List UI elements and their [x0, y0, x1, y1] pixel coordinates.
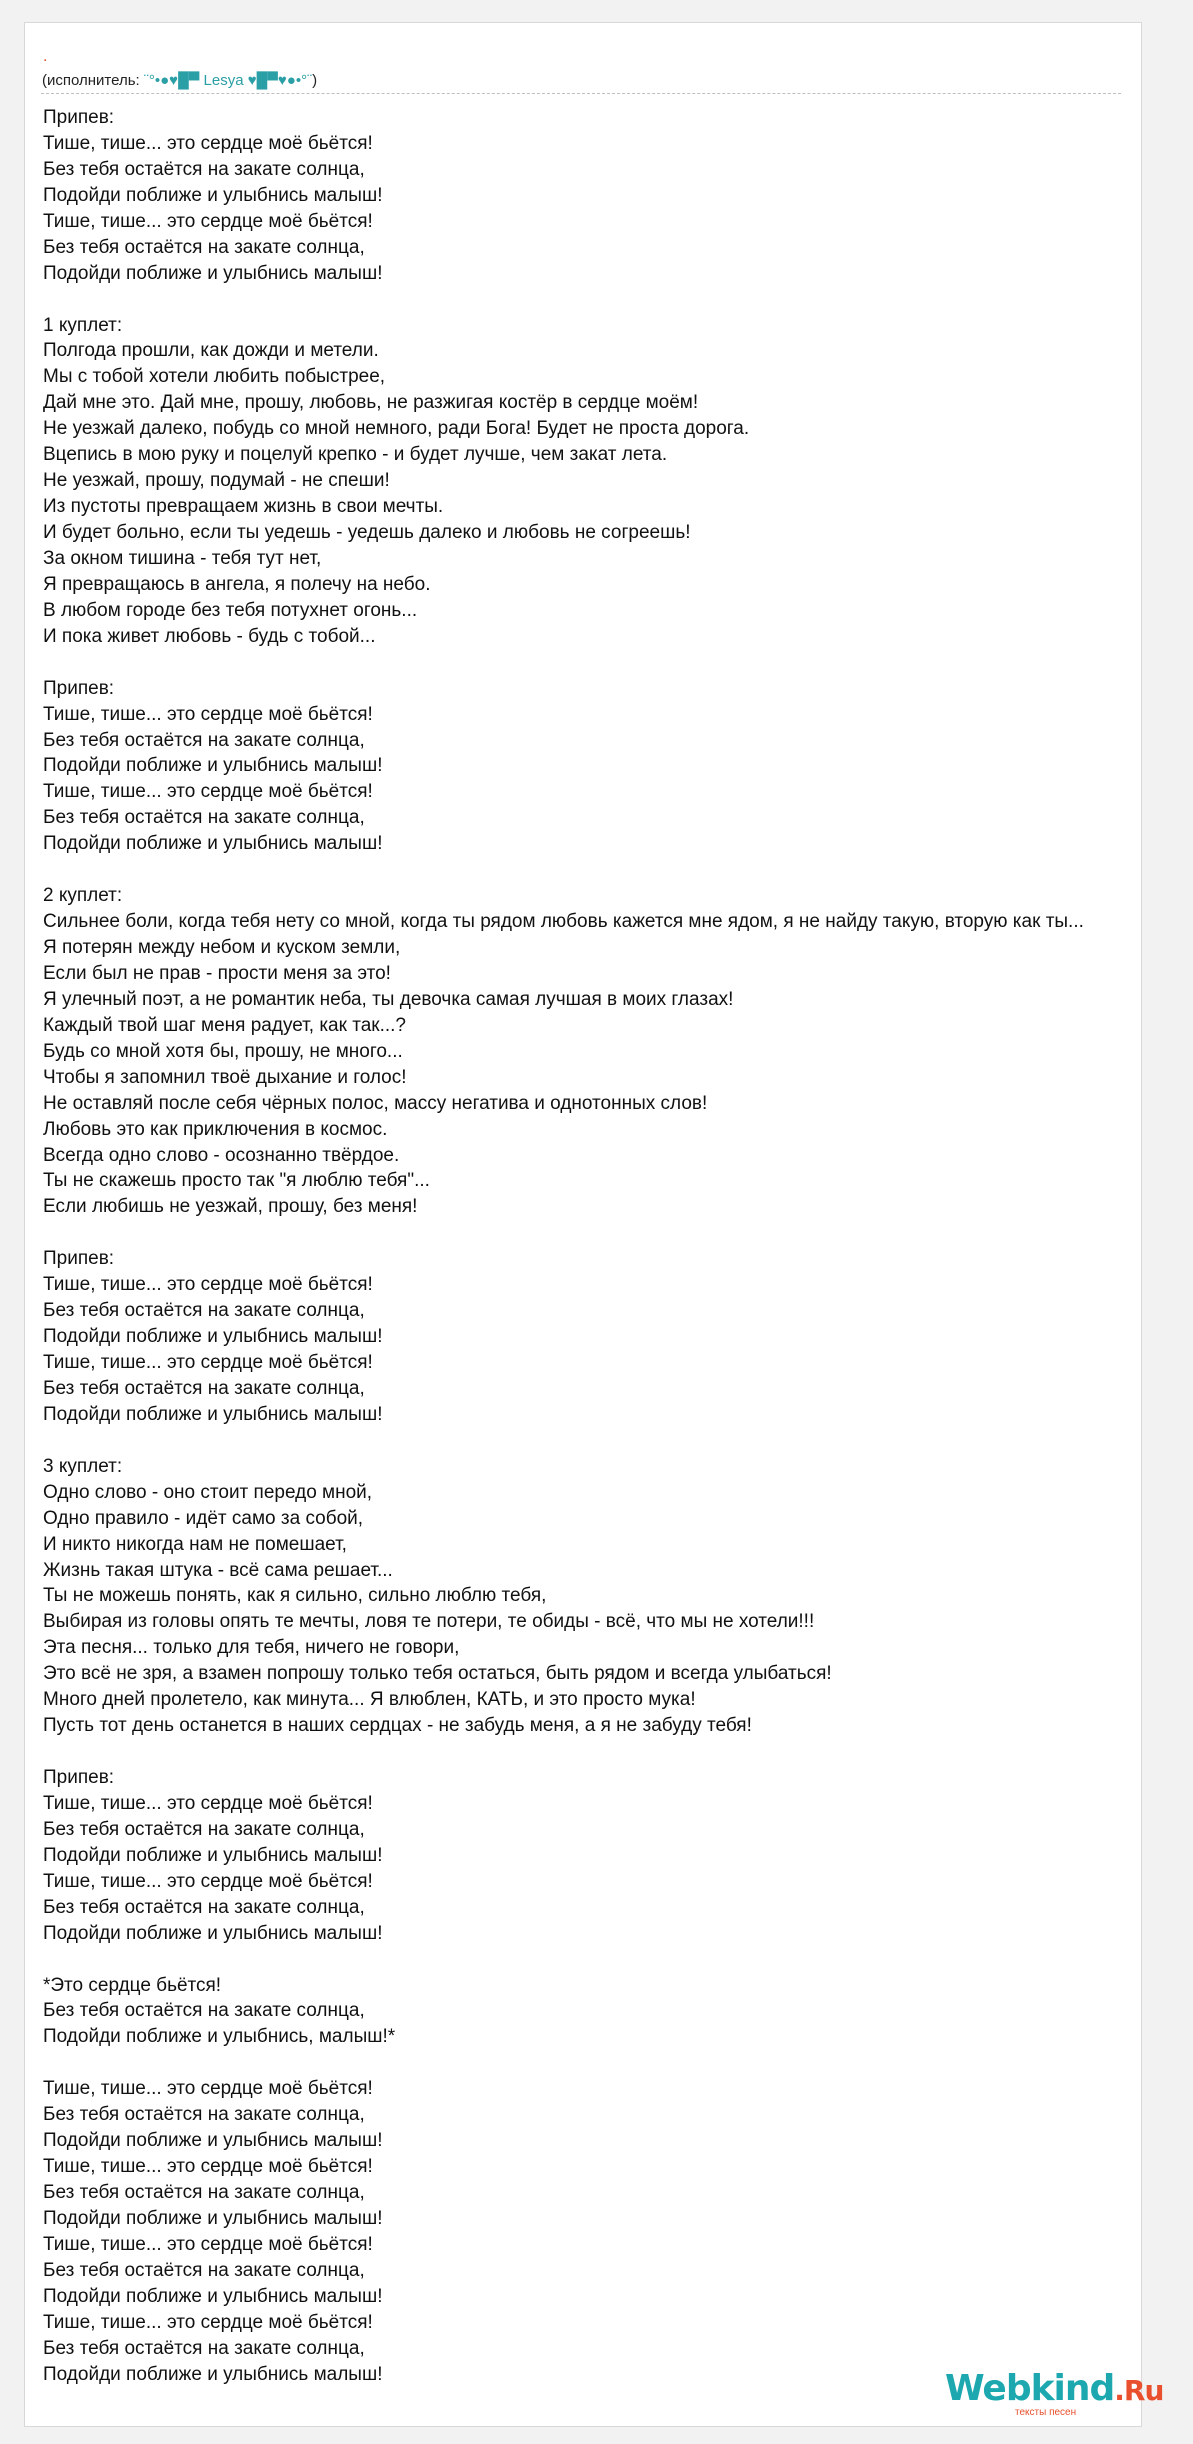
lyric-line: Тише, тише... это сердце моё бьётся! — [43, 1792, 373, 1814]
lyric-line: Выбирая из головы опять те мечты, ловя те потери, те обиды - всё, что мы не хотели!!! — [43, 1611, 815, 1633]
artist-link[interactable]: ¨°•●♥█▀ Lesya ♥█▀♥●•°¨ — [143, 72, 313, 89]
lyrics-text — [43, 105, 1193, 2388]
lyric-line: В любом городе без тебя потухнет огонь... — [43, 599, 418, 621]
logo-brand: Webkind — [945, 2368, 1115, 2409]
lyric-line: Вцепись в мою руку и поцелуй крепко - и будет лучше, чем закат лета. — [43, 444, 668, 466]
webkind-logo — [945, 2368, 1164, 2418]
lyric-line: Без тебя остаётся на закате солнца, — [43, 1818, 365, 1840]
blank-line — [43, 1739, 1193, 1765]
blank-line — [43, 857, 1193, 883]
lyric-line: Я улечный поэт, а не романтик неба, ты девочка самая лучшая в моих глазах! — [43, 988, 734, 1010]
lyric-line: Это всё не зря, а взамен попрошу только тебя остаться, быть рядом и всегда улыбаться! — [43, 1663, 832, 1685]
lyric-line: 2 куплет: — [43, 885, 123, 907]
lyric-line: Тише, тише... это сердце моё бьётся! — [43, 2233, 373, 2255]
lyric-line: Подойди поближе и улыбнись малыш! — [43, 833, 383, 855]
lyric-line: Пусть тот день останется в наших сердцах - не забудь меня, а я не забуду тебя! — [43, 1715, 752, 1737]
lyric-line: Каждый твой шаг меня радует, как так...? — [43, 1014, 406, 1036]
lyric-line: Одно правило - идёт само за собой, — [43, 1507, 364, 1529]
logo-tagline: тексты песен — [1015, 2407, 1077, 2418]
lyric-line: Тише, тише... это сердце моё бьётся! — [43, 132, 373, 154]
lyric-line: Без тебя остаётся на закате солнца, — [43, 1300, 365, 1322]
lyric-line: Без тебя остаётся на закате солнца, — [43, 1377, 365, 1399]
lyric-line: Без тебя остаётся на закате солнца, — [43, 2337, 365, 2359]
lyric-line: Подойди поближе и улыбнись малыш! — [43, 755, 383, 777]
song-title: . — [43, 48, 48, 65]
blank-line — [43, 1947, 1193, 1973]
lyric-line: Без тебя остаётся на закате солнца, — [43, 2104, 365, 2126]
lyric-line: Подойди поближе и улыбнись малыш! — [43, 184, 383, 206]
lyric-line: Подойди поближе и улыбнись малыш! — [43, 1844, 383, 1866]
lyric-line: Без тебя остаётся на закате солнца, — [43, 807, 365, 829]
lyric-line: Припев: — [43, 677, 115, 699]
lyric-line: Тише, тише... это сердце моё бьётся! — [43, 1352, 373, 1373]
lyric-line: Всегда одно слово - осознанно твёрдое. — [43, 1144, 400, 1166]
lyric-line: Подойди поближе и улыбнись малыш! — [43, 2130, 383, 2152]
lyric-line: Подойди поближе и улыбнись малыш! — [43, 1922, 383, 1944]
lyric-line: *Это сердце бьётся! — [43, 1974, 222, 1996]
lyric-line: Подойди поближе и улыбнись малыш! — [43, 1403, 383, 1425]
lyrics-page — [24, 22, 1164, 2427]
lyric-line: Эта песня... только для тебя, ничего не говори, — [43, 1637, 460, 1659]
lyric-line: Ты не можешь понять, как я сильно, сильно люблю тебя, — [43, 1585, 547, 1607]
artist-prefix: (исполнитель: — [42, 72, 144, 89]
lyric-line: Сильнее боли, когда тебя нету со мной, когда ты рядом любовь кажется мне ядом, я не найду такую, вторую как ты... — [43, 911, 1084, 933]
lyric-line: Много дней пролетело, как минута... Я влюблен, КАТЬ, и это просто мука! — [43, 1689, 696, 1711]
lyric-line: Припев: — [43, 1767, 115, 1788]
lyric-line: Без тебя остаётся на закате солнца, — [43, 729, 365, 751]
lyric-line: 1 куплет: — [43, 314, 123, 336]
lyric-line: 3 куплет: — [43, 1455, 123, 1477]
blank-line — [43, 287, 1193, 313]
lyric-line: Подойди поближе и улыбнись малыш! — [43, 2207, 383, 2229]
lyric-line: Припев: — [43, 1248, 115, 1270]
lyric-line: Без тебя остаётся на закате солнца, — [43, 236, 365, 258]
lyric-line: И пока живет любовь - будь с тобой... — [43, 625, 376, 647]
lyric-line: Тише, тише... это сердце моё бьётся! — [43, 2078, 373, 2100]
lyric-line: И будет больно, если ты уедешь - уедешь далеко и любовь не согреешь! — [43, 522, 691, 543]
lyric-line: Без тебя остаётся на закате солнца, — [43, 1896, 365, 1918]
lyric-line: Я превращаюсь в ангела, я полечу на небо. — [43, 573, 431, 595]
blank-line — [43, 650, 1193, 676]
artist-suffix: ) — [312, 72, 318, 89]
lyric-line: Тише, тише... это сердце моё бьётся! — [43, 2311, 373, 2333]
artist-line — [42, 71, 317, 91]
lyric-line: Тише, тише... это сердце моё бьётся! — [43, 781, 373, 803]
lyric-line: Чтобы я запомнил твоё дыхание и голос! — [43, 1066, 407, 1088]
lyric-line: Не уезжай далеко, побудь со мной немного, ради Бога! Будет не проста дорога. — [43, 418, 750, 440]
lyric-line: Дай мне это. Дай мне, прошу, любовь, не разжигая костёр в сердце моём! — [43, 392, 699, 414]
lyric-line: Если любишь не уезжай, прошу, без меня! — [43, 1196, 418, 1218]
lyric-line: Одно слово - оно стоит передо мной, — [43, 1481, 373, 1503]
blank-line — [43, 1428, 1193, 1454]
lyric-line: Тише, тише... это сердце моё бьётся! — [43, 210, 373, 232]
lyric-line: Я потерян между небом и куском земли, — [43, 937, 401, 958]
lyric-line: Подойди поближе и улыбнись малыш! — [43, 1326, 383, 1348]
lyric-line: Подойди поближе и улыбнись малыш! — [43, 2363, 383, 2385]
logo-tld: .Ru — [1114, 2374, 1164, 2407]
lyric-line: Из пустоты превращаем жизнь в свои мечты. — [43, 496, 444, 518]
lyric-line: Полгода прошли, как дожди и метели. — [43, 340, 379, 362]
lyric-line: Жизнь такая штука - всё сама решает... — [43, 1559, 393, 1581]
blank-line — [43, 1220, 1193, 1246]
lyric-line: Подойди поближе и улыбнись малыш! — [43, 2285, 383, 2307]
lyric-line: Подойди поближе и улыбнись малыш! — [43, 262, 383, 284]
lyric-line: Если был не прав - прости меня за это! — [43, 962, 391, 984]
lyric-line: Тише, тише... это сердце моё бьётся! — [43, 2156, 373, 2178]
lyric-line: Будь со мной хотя бы, прошу, не много... — [43, 1040, 403, 1062]
lyric-line: Без тебя остаётся на закате солнца, — [43, 2259, 365, 2281]
lyric-line: Любовь это как приключения в космос. — [43, 1118, 388, 1140]
divider — [41, 93, 1121, 94]
lyric-line: За окном тишина - тебя тут нет, — [43, 547, 322, 569]
lyric-line: Без тебя остаётся на закате солнца, — [43, 2182, 365, 2203]
lyric-line: Тише, тише... это сердце моё бьётся! — [43, 1870, 373, 1892]
lyric-line: Не уезжай, прошу, подумай - не спеши! — [43, 470, 390, 492]
lyric-line: Без тебя остаётся на закате солнца, — [43, 2000, 365, 2022]
blank-line — [43, 2050, 1193, 2076]
lyric-line: Тише, тише... это сердце моё бьётся! — [43, 703, 373, 725]
lyric-line: Припев: — [43, 107, 115, 128]
lyric-line: Без тебя остаётся на закате солнца, — [43, 158, 365, 180]
lyric-line: Не оставляй после себя чёрных полос, массу негатива и однотонных слов! — [43, 1092, 708, 1114]
lyric-line: И никто никогда нам не помешает, — [43, 1533, 347, 1555]
lyric-line: Мы с тобой хотели любить побыстрее, — [43, 366, 386, 388]
lyric-line: Ты не скажешь просто так "я люблю тебя"... — [43, 1170, 430, 1192]
lyric-line: Подойди поближе и улыбнись, малыш!* — [43, 2026, 396, 2048]
lyric-line: Тише, тише... это сердце моё бьётся! — [43, 1274, 373, 1296]
